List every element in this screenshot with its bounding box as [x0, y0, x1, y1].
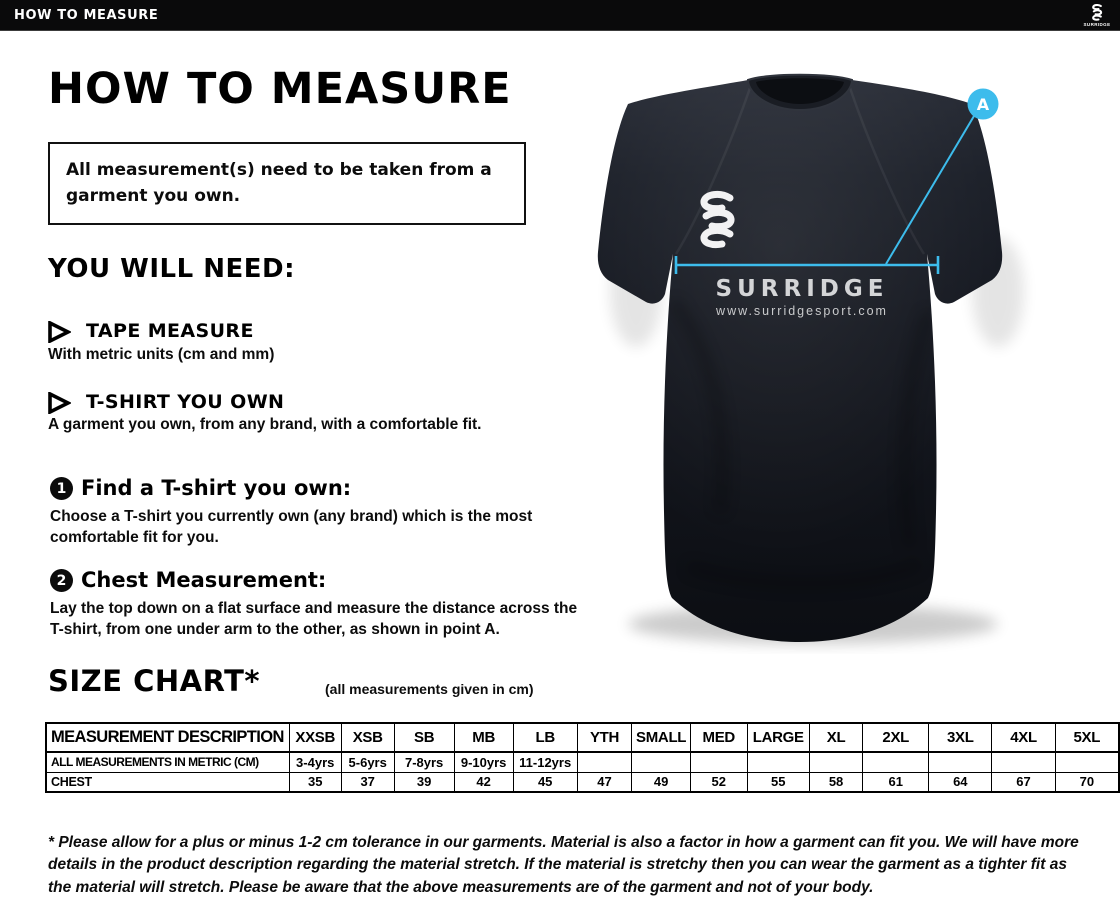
size-column-header: YTH	[577, 723, 632, 752]
cell: 35	[289, 772, 341, 792]
need-item-tape-measure-desc: With metric units (cm and mm)	[48, 346, 275, 363]
size-column-header: XL	[809, 723, 862, 752]
cell	[632, 752, 691, 772]
cell	[929, 752, 992, 772]
size-column-header: XXSB	[289, 723, 341, 752]
you-will-need-heading: YOU WILL NEED:	[48, 254, 295, 284]
surridge-logo-text: SURRIDGE	[1083, 21, 1111, 27]
step-2-number: 2	[50, 569, 73, 592]
cell: 67	[992, 772, 1055, 792]
step-1-title: Find a T-shirt you own:	[81, 476, 352, 500]
shirt-brand-text: SURRIDGE	[715, 276, 889, 302]
page-title: HOW TO MEASURE	[48, 64, 512, 114]
notice-box: All measurement(s) need to be taken from a garment you own.	[48, 142, 526, 225]
cell: 7-8yrs	[394, 752, 454, 772]
need-item-tshirt: T-SHIRT YOU OWN	[86, 391, 285, 413]
step-1-description: Choose a T-shirt you currently own (any brand) which is the most comfortable fit for you.	[50, 508, 533, 547]
svg-text:A: A	[976, 95, 990, 114]
point-a-marker	[968, 89, 999, 120]
size-column-header: SB	[394, 723, 454, 752]
size-column-header: MED	[690, 723, 747, 752]
size-column-header: 4XL	[992, 723, 1055, 752]
cell: 70	[1055, 772, 1119, 792]
cell	[577, 752, 632, 772]
size-column-header: 3XL	[929, 723, 992, 752]
step-2-title: Chest Measurement:	[81, 568, 327, 592]
size-column-header: MB	[454, 723, 513, 752]
cell	[809, 752, 862, 772]
tshirt-diagram	[578, 42, 1068, 654]
size-column-header: LB	[513, 723, 577, 752]
step-1-number: 1	[50, 477, 73, 500]
size-chart-table	[45, 722, 1120, 793]
cell: 45	[513, 772, 577, 792]
cell: 39	[394, 772, 454, 792]
size-column-header: 5XL	[1055, 723, 1119, 752]
cell: 5-6yrs	[341, 752, 394, 772]
cell: 55	[747, 772, 809, 792]
cell: 61	[863, 772, 929, 792]
description-column-header: MEASUREMENT DESCRIPTION	[46, 723, 289, 752]
size-column-header: LARGE	[747, 723, 809, 752]
triangle-bullet-icon	[47, 321, 71, 343]
cell: 58	[809, 772, 862, 792]
cell	[690, 752, 747, 772]
disclaimer-text: * Please allow for a plus or minus 1-2 cm tolerance in our garments. Material is also a factor in how a garment can fit you. We will have more details in the product description regarding the material stretch. If the material is stretchy then you can wear the garment as a tighter fit as the material will stretch. Please be aware that the above measurements are of the garment and not of your body.	[48, 834, 1079, 896]
top-bar	[0, 0, 1120, 31]
table-row	[46, 772, 1119, 792]
cell: 52	[690, 772, 747, 792]
top-bar-title: HOW TO MEASURE	[14, 7, 159, 23]
cell: 9-10yrs	[454, 752, 513, 772]
need-item-tape-measure: TAPE MEASURE	[86, 320, 254, 342]
shirt-url-text: www.surridgesport.com	[716, 304, 888, 318]
triangle-bullet-icon	[47, 392, 71, 414]
cell: 3-4yrs	[289, 752, 341, 772]
size-column-header: XSB	[341, 723, 394, 752]
surridge-s-icon	[1091, 4, 1103, 21]
size-chart-subheading: (all measurements given in cm)	[325, 681, 534, 697]
cell: 64	[929, 772, 992, 792]
cell: 11-12yrs	[513, 752, 577, 772]
cell	[992, 752, 1055, 772]
table-row	[46, 752, 1119, 772]
size-chart-heading: SIZE CHART*	[48, 664, 261, 698]
cell: 47	[577, 772, 632, 792]
size-column-header: 2XL	[863, 723, 929, 752]
row-label: ALL MEASUREMENTS IN METRIC (CM)	[46, 752, 289, 772]
row-label: CHEST	[46, 772, 289, 792]
cell	[863, 752, 929, 772]
need-item-tshirt-desc: A garment you own, from any brand, with a comfortable fit.	[48, 416, 482, 433]
cell: 49	[632, 772, 691, 792]
step-2-description: Lay the top down on a flat surface and measure the distance across the T-shirt, from one under arm to the other, as shown in point A.	[50, 600, 578, 639]
cell	[747, 752, 809, 772]
table-header-row	[46, 723, 1119, 752]
cell: 37	[341, 772, 394, 792]
surridge-logo	[1080, 1, 1114, 29]
tshirt-graphic	[578, 42, 1068, 654]
cell	[1055, 752, 1119, 772]
size-column-header: SMALL	[632, 723, 691, 752]
cell: 42	[454, 772, 513, 792]
